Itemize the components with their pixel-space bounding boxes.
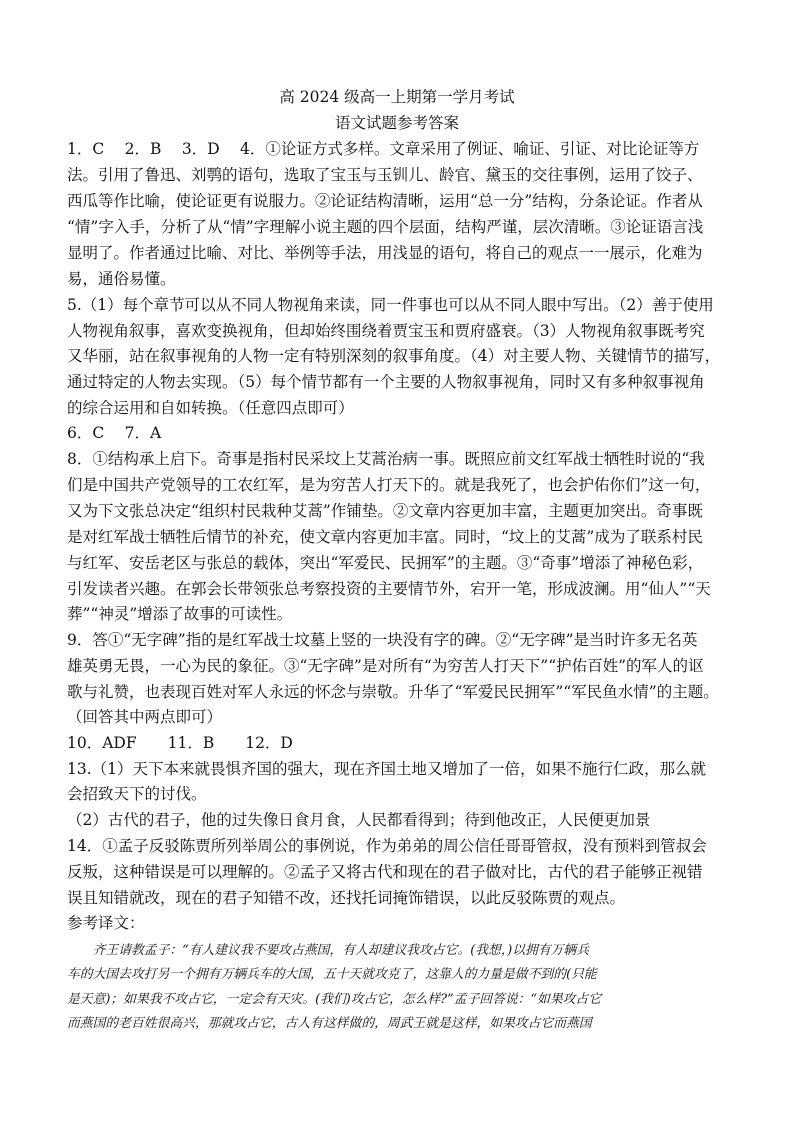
answer-line: 西瓜等作比喻，使论证更有说服力。②论证结构清晰，运用“总一分”结构，分条论证。作者从 [67,192,703,210]
translation-line: 是天意)；如果我不攻占它，一定会有天灾。(我们)攻占它，怎么样?”孟子回答说：“如果攻占它 [67,992,602,1007]
answer-line: 13.（1）天下本来就畏惧齐国的强大，现在齐国土地又增加了一倍，如果不施行仁政，那么就 [67,760,707,778]
answer-line: 9．答①“无字碑”指的是红军战士坟墓上竖的一块没有字的碑。②“无字碑”是当时许多无名英 [67,631,698,649]
answer-line: 法。引用了鲁迅、刘鹗的语句，选取了宝玉与玉钏儿、龄官、黛玉的交往事例，运用了饺子、 [67,166,703,184]
answer-line: 10．ADF 11．B 12．D [67,734,293,752]
answer-key-subtitle: 语文试题参考答案 [334,114,459,132]
answer-line: “情”字入手，分析了从“情”字理解小说主题的四个层面，结构严谨，层次清晰。③论证语言浅 [67,218,704,236]
answer-line: 通过特定的人物去实现。（5）每个情节都有一个主要的人物叙事视角，同时又有多种叙事视角 [67,373,705,391]
translation-line: 而燕国的老百姓很高兴，那就攻占它，古人有这样做的，周武王就是这样，如果攻占它而燕国 [67,1016,592,1031]
answer-line: 是对红军战士牺牲后情节的补充，使文章内容更加丰富。同时，“坟上的艾蒿”成为了联系村民 [67,528,703,546]
answer-line: 5.（1）每个章节可以从不同人物视角来读，同一件事也可以从不同人眼中写出。（2）善于使用 [67,296,714,314]
answer-line: 误且知错就改，现在的君子知错不改，还找托词掩饰错误，以此反驳陈贾的观点。 [67,889,626,907]
answer-line: 引发读者兴趣。在郭会长带领张总考察投资的主要情节外，宕开一笔，形成波澜。用“仙人”“天 [67,580,711,598]
answer-line: 的综合运用和自如转换。（任意四点即可） [67,399,354,417]
answer-line: 与红军、安岳老区与张总的载体，突出“军爱民、民拥军”的主题。③“奇事”增添了神秘色彩， [67,554,704,572]
answer-line: 雄英勇无畏，一心为民的象征。③“无字碑”是对所有“为穷苦人打天下”“护佑百姓”的军人的讴 [67,657,704,675]
answer-line: 反叛，这种错误是可以理解的。②孟子又将古代和现在的君子做对比，古代的君子能够正视错 [67,863,703,881]
answer-line: 又为下文张总决定“组织村民栽种艾蒿”作铺垫。②文章内容更加丰富，主题更加突出。奇事既 [67,502,703,520]
answer-line: （2）古代的君子，他的过失像日食月食，人民都看得到；待到他改正，人民便更加景 [67,811,651,829]
translation-line: 车的大国去攻打另一个拥有万辆兵车的大国，五十天就攻克了，这靠人的力量是做不到的(只能 [67,967,597,982]
answer-line: 又华丽，站在叙事视角的人物一定有特别深刻的叙事角度。（4）对主要人物、关键情节的描写， [67,347,721,365]
answer-line: 1．C 2．B 3．D 4．①论证方式多样。文章采用了例证、喻证、引证、对比论证等方 [67,140,700,158]
answer-line: 葬”“神灵”增添了故事的可读性。 [67,605,293,623]
answer-line: （回答其中两点即可） [67,708,223,726]
translation-line: 齐王请教孟子：“有人建议我不要攻占燕国，有人却建议我攻占它。(我想，)以拥有万辆兵 [67,943,590,958]
answer-line: 显明了。作者通过比喻、对比、举例等手法，用浅显的语句，将自己的观点一一展示，化难为 [67,244,703,262]
answer-line: 们是中国共产党领导的工农红军，是为穷苦人打天下的。就是我死了，也会护佑你们”这一句， [67,476,711,494]
answer-line: 会招致天下的讨伐。 [67,785,207,803]
answer-line: 易，通俗易懂。 [67,270,176,288]
exam-title: 高 2024 级高一上期第一学月考试 [279,88,515,106]
answer-line: 14．①孟子反驳陈贾所列举周公的事例说，作为弟弟的周公信任哥哥管叔，没有预料到管叔会 [67,837,707,855]
answer-line: 人物视角叙事，喜欢变换视角，但却始终围绕着贾宝玉和贾府盛衰。（3）人物视角叙事既考究 [67,322,705,340]
answer-line: 8．①结构承上启下。奇事是指村民采坟上艾蒿治病一事。既照应前文红军战士牺牲时说的“我 [67,450,705,468]
reference-translation-heading: 参考译文： [67,914,145,932]
answer-line: 6．C 7．A [67,424,162,442]
answer-line: 歌与礼赞，也表现百姓对军人永远的怀念与崇敬。升华了“军爱民民拥军”“军民鱼水情”的主题。 [67,683,719,701]
